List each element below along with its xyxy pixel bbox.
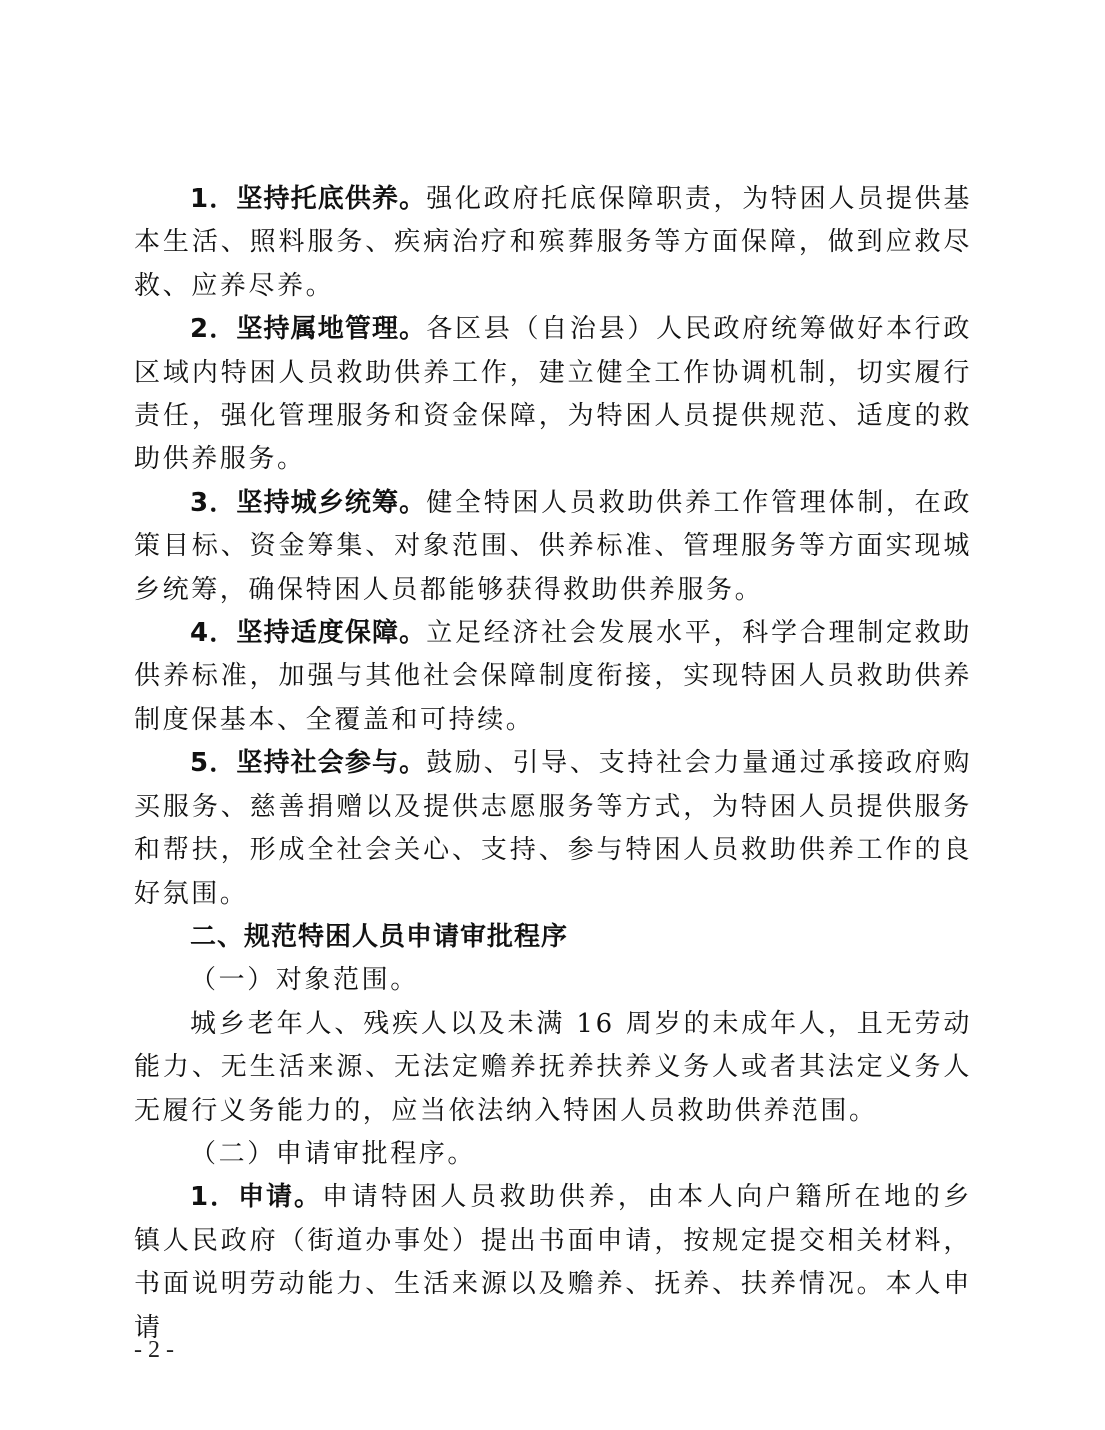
principle-paragraph-5 xyxy=(134,742,972,916)
principle-lead-4: 4．坚持适度保障。 xyxy=(190,618,427,649)
subsection-heading-1: （一）对象范围。 xyxy=(190,965,419,996)
application-text: 申请特困人员救助供养，由本人向户籍所在地的乡镇人民政府（街道办事处）提出书面申请，按规定提交相关材料，书面说明劳动能力、生活来源以及赡养、抚养、扶养情况。本人申请 xyxy=(134,1182,973,1343)
principle-paragraph-3 xyxy=(134,482,972,612)
principle-paragraph-1 xyxy=(134,178,972,308)
principle-paragraph-4 xyxy=(134,612,972,742)
principle-lead-1: 1．坚持托底供养。 xyxy=(190,184,427,214)
principle-lead-5: 5．坚持社会参与。 xyxy=(190,748,427,779)
eligibility-paragraph: 城乡老年人、残疾人以及未满 16 周岁的未成年人，且无劳动能力、无生活来源、无法定赡养抚养扶养义务人或者其法定义务人无履行义务能力的，应当依法纳入特困人员救助供养范围。 xyxy=(134,1008,972,1126)
page-number: - 2 - xyxy=(134,1337,174,1363)
principle-text-1: 强化政府托底保障职责，为特困人员提供基本生活、照料服务、疾病治疗和殡葬服务等方面保障，做到应救尽救、应养尽养。 xyxy=(134,184,972,301)
subsection-heading-2: （二）申请审批程序。 xyxy=(190,1138,477,1169)
principle-text-5: 鼓励、引导、支持社会力量通过承接政府购买服务、慈善捐赠以及提供志愿服务等方式，为特困人员提供服务和帮扶，形成全社会关心、支持、参与特困人员救助供养工作的良好氛围。 xyxy=(134,748,972,909)
principle-lead-2: 2．坚持属地管理。 xyxy=(190,314,427,345)
principle-text-2: 各区县（自治县）人民政府统筹做好本行政区域内特困人员救助供养工作，建立健全工作协调机制，切实履行责任，强化管理服务和资金保障，为特困人员提供规范、适度的救助供养服务。 xyxy=(134,314,972,475)
document-body xyxy=(134,178,972,1350)
application-paragraph xyxy=(134,1176,972,1350)
section-heading: 二、规范特困人员申请审批程序 xyxy=(190,921,569,952)
principle-paragraph-2 xyxy=(134,308,972,482)
principle-text-4: 立足经济社会发展水平，科学合理制定救助供养标准，加强与其他社会保障制度衔接，实现特困人员救助供养制度保基本、全覆盖和可持续。 xyxy=(134,618,972,735)
principle-text-3: 健全特困人员救助供养工作管理体制，在政策目标、资金筹集、对象范围、供养标准、管理服务等方面实现城乡统筹，确保特困人员都能够获得救助供养服务。 xyxy=(134,487,972,605)
application-lead: 1．申请。 xyxy=(190,1182,323,1213)
principle-lead-3: 3．坚持城乡统筹。 xyxy=(190,487,427,518)
